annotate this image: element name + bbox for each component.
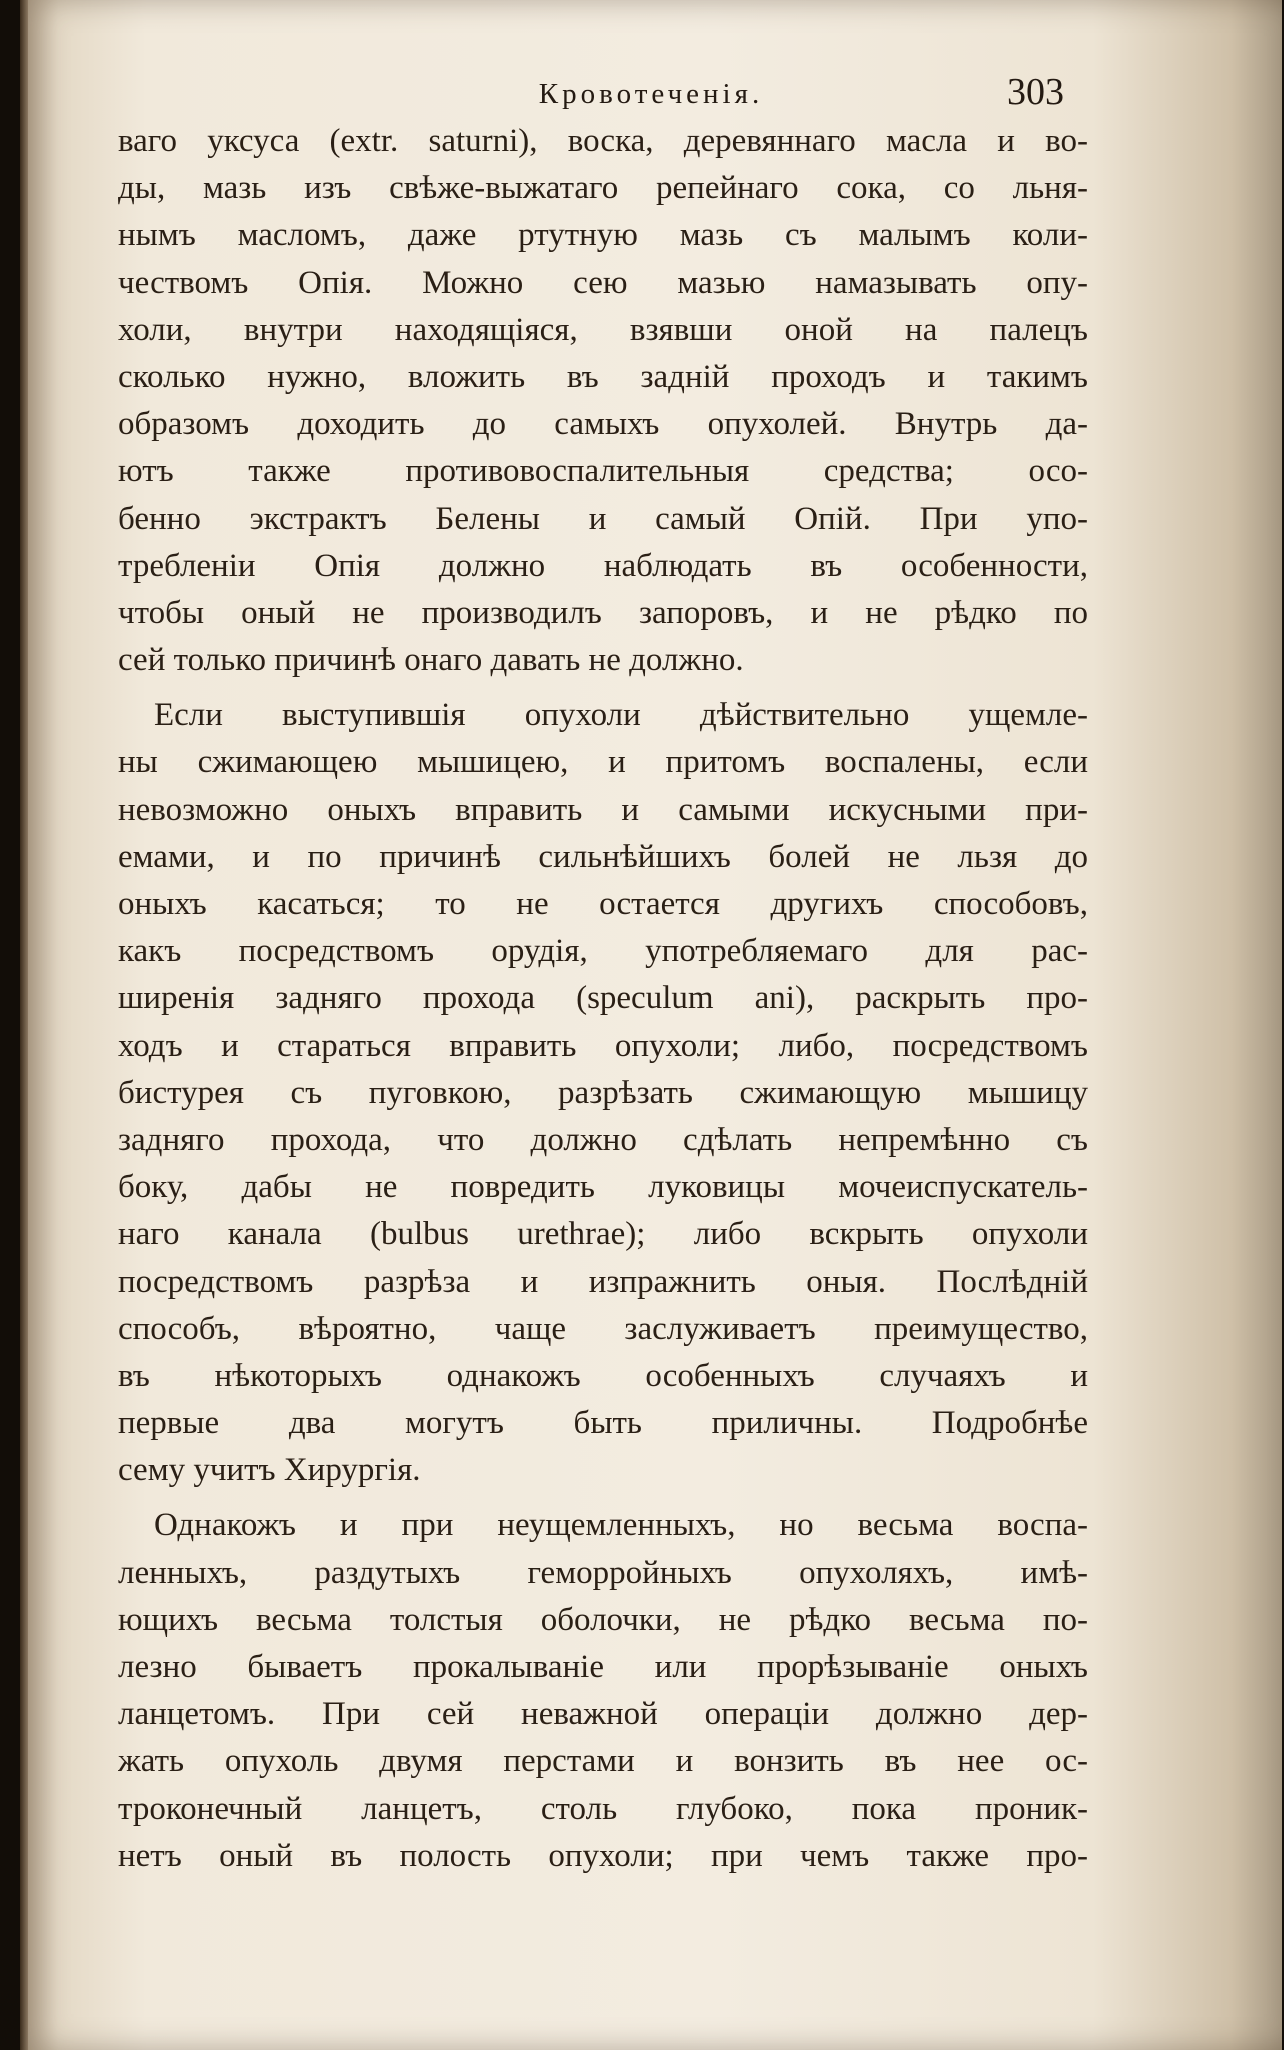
text-line: первые два могутъ быть приличны. Подробнѣе [118,1405,1088,1442]
text-line: бенно экстрактъ Белены и самый Опій. При упо- [118,500,1088,537]
text-line: жать опухоль двумя перстами и вонзить въ нее ос- [118,1743,1088,1780]
text-line: чествомъ Опія. Можно сею мазью намазывать опу- [118,264,1088,301]
text-line: Однакожъ и при неущемленныхъ, но весьма воспа- [154,1507,1088,1544]
text-line: какъ посредствомъ орудія, употребляемаго для рас- [118,933,1088,970]
page-binding-edge [20,0,28,2050]
text-line: ны сжимающею мышицею, и притомъ воспалены, если [118,744,1088,781]
text-line: наго канала (bulbus urethrae); либо вскрыть опухоли [118,1216,1088,1253]
text-line: ланцетомъ. При сей неважной операціи должно дер- [118,1696,1088,1733]
paragraph-gap [118,1494,1088,1502]
text-line: задняго прохода, что должно сдѣлать непремѣнно съ [118,1121,1088,1158]
text-line: чтобы оный не производилъ запоровъ, и не рѣдко по [118,594,1088,631]
text-line: посредствомъ разрѣза и изпражнить оныя. Послѣдній [118,1263,1088,1300]
text-line: ваго уксуса (extr. saturni), воска, деревяннаго масла и во- [118,123,1088,159]
text-line: холи, внутри находящіяся, взявши оной на палецъ [118,311,1088,348]
text-line: сему учитъ Хирургія. [118,1452,421,1489]
text-line: невозможно оныхъ вправить и самыми искусными при- [118,791,1088,828]
text-line: нетъ оный въ полость опухоли; при чемъ также про- [118,1837,1088,1874]
text-line: ды, мазь изъ свѣже-выжатаго репейнаго сока, со льня- [118,170,1088,207]
text-line: бистурея съ пуговкою, разрѣзать сжимающую мышицу [118,1074,1088,1111]
text-line: ходъ и стараться вправить опухоли; либо, посредствомъ [118,1027,1088,1064]
text-line: ширенія задняго прохода (speculum ani), раскрыть про- [118,980,1088,1017]
text-line: лезно бываетъ прокалываніе или прорѣзываніе оныхъ [118,1649,1088,1685]
paragraph-1 [118,118,1088,684]
text-line: способъ, вѣроятно, чаще заслуживаетъ преимущество, [118,1310,1088,1347]
paragraph-2 [118,692,1088,1494]
text-line: Если выступившія опухоли дѣйствительно ущемле- [154,697,1088,734]
text-line: емами, и по причинѣ сильнѣйшихъ болей не льзя до [118,838,1088,875]
text-line: сколько нужно, вложить въ задній проходъ и такимъ [118,358,1088,395]
paragraph-gap [118,684,1088,692]
book-page [20,0,1282,2050]
text-line: въ нѣкоторыхъ однакожъ особенныхъ случаяхъ и [118,1357,1088,1394]
text-line: ютъ также противовоспалительныя средства; осо- [118,453,1088,490]
text-line: оныхъ касаться; то не остается другихъ способовъ, [118,886,1088,922]
text-line: троконечный ланцетъ, столь глубоко, пока проник- [118,1790,1088,1827]
paragraph-3 [118,1502,1088,1880]
running-head: Кровотеченія. [538,78,764,110]
text-line: ющихъ весьма толстыя оболочки, не рѣдко весьма по- [118,1601,1088,1638]
page-number: 303 [1007,71,1064,113]
text-line: образомъ доходить до самыхъ опухолей. Внутрь да- [118,406,1088,443]
text-line: боку, дабы не повредить луковицы мочеиспускатель- [118,1169,1088,1206]
text-line: сей только причинѣ онаго давать не должно. [118,642,744,679]
page-header [20,62,1282,122]
text-line: требленіи Опія должно наблюдать въ особенности, [118,547,1088,584]
text-line: нымъ масломъ, даже ртутную мазь съ малымъ коли- [118,217,1088,254]
text-line: ленныхъ, раздутыхъ геморройныхъ опухоляхъ, имѣ- [118,1554,1088,1591]
text-body [118,118,1088,1880]
